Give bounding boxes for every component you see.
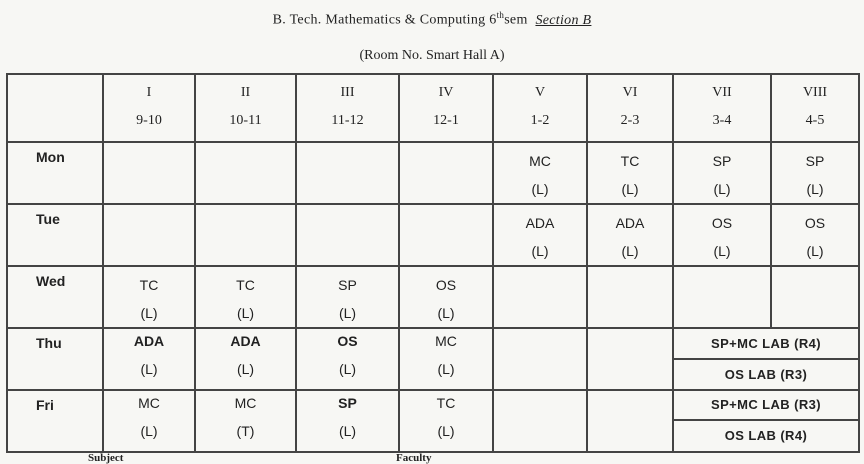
lab-block: SP+MC LAB (R4) (673, 328, 859, 359)
period-header-row (7, 74, 859, 142)
empty-slot (103, 142, 195, 204)
day-row-wed (7, 266, 859, 328)
class-slot: SP (L) (296, 266, 399, 328)
footer-faculty: Faculty (396, 452, 432, 464)
class-slot: TC (L) (195, 266, 296, 328)
day-row-mon (7, 142, 859, 204)
class-slot: OS (L) (399, 266, 493, 328)
class-slot: SP (L) (673, 142, 771, 204)
period-header: VI 2-3 (587, 74, 673, 142)
day-row-fri (7, 390, 859, 420)
period-header: VII 3-4 (673, 74, 771, 142)
title-text: B. Tech. Mathematics & Computing 6 (272, 12, 497, 28)
period-header: VIII 4-5 (771, 74, 859, 142)
empty-slot (399, 142, 493, 204)
class-slot: TC (L) (103, 266, 195, 328)
period-header: I 9-10 (103, 74, 195, 142)
corner-cell (7, 74, 103, 142)
empty-slot (493, 328, 587, 390)
class-slot: OS (L) (296, 328, 399, 390)
class-slot: ADA (L) (103, 328, 195, 390)
empty-slot (296, 142, 399, 204)
class-slot: ADA (L) (587, 204, 673, 266)
period-header: III 11-12 (296, 74, 399, 142)
class-slot: ADA (L) (493, 204, 587, 266)
class-slot: TC (L) (587, 142, 673, 204)
class-slot: MC (L) (103, 390, 195, 452)
empty-slot (296, 204, 399, 266)
class-slot: MC (L) (493, 142, 587, 204)
empty-slot (493, 390, 587, 452)
day-label: Fri (7, 390, 103, 452)
timetable-title (0, 10, 864, 29)
timetable-grid (6, 73, 860, 453)
class-slot: ADA (L) (195, 328, 296, 390)
empty-slot (771, 266, 859, 328)
day-label: Thu (7, 328, 103, 390)
empty-slot (587, 266, 673, 328)
class-slot: MC (T) (195, 390, 296, 452)
class-slot: SP (L) (296, 390, 399, 452)
section-label: Section B (535, 12, 592, 28)
period-header: II 10-11 (195, 74, 296, 142)
class-slot: OS (L) (673, 204, 771, 266)
day-label: Tue (7, 204, 103, 266)
class-slot: SP (L) (771, 142, 859, 204)
lab-block: OS LAB (R3) (673, 359, 859, 390)
empty-slot (587, 328, 673, 390)
title-superscript: th (496, 10, 505, 20)
day-row-thu (7, 328, 859, 359)
lab-block: SP+MC LAB (R3) (673, 390, 859, 420)
empty-slot (399, 204, 493, 266)
empty-slot (195, 142, 296, 204)
empty-slot (195, 204, 296, 266)
empty-slot (587, 390, 673, 452)
class-slot: MC (L) (399, 328, 493, 390)
period-header: V 1-2 (493, 74, 587, 142)
title-suffix: sem (504, 12, 528, 28)
empty-slot (103, 204, 195, 266)
empty-slot (673, 266, 771, 328)
empty-slot (493, 266, 587, 328)
day-label: Mon (7, 142, 103, 204)
day-row-tue (7, 204, 859, 266)
class-slot: TC (L) (399, 390, 493, 452)
day-label: Wed (7, 266, 103, 328)
room-label: (Room No. Smart Hall A) (359, 48, 505, 63)
lab-block: OS LAB (R4) (673, 420, 859, 452)
footer-subject: Subject (88, 452, 124, 464)
period-header: IV 12-1 (399, 74, 493, 142)
class-slot: OS (L) (771, 204, 859, 266)
